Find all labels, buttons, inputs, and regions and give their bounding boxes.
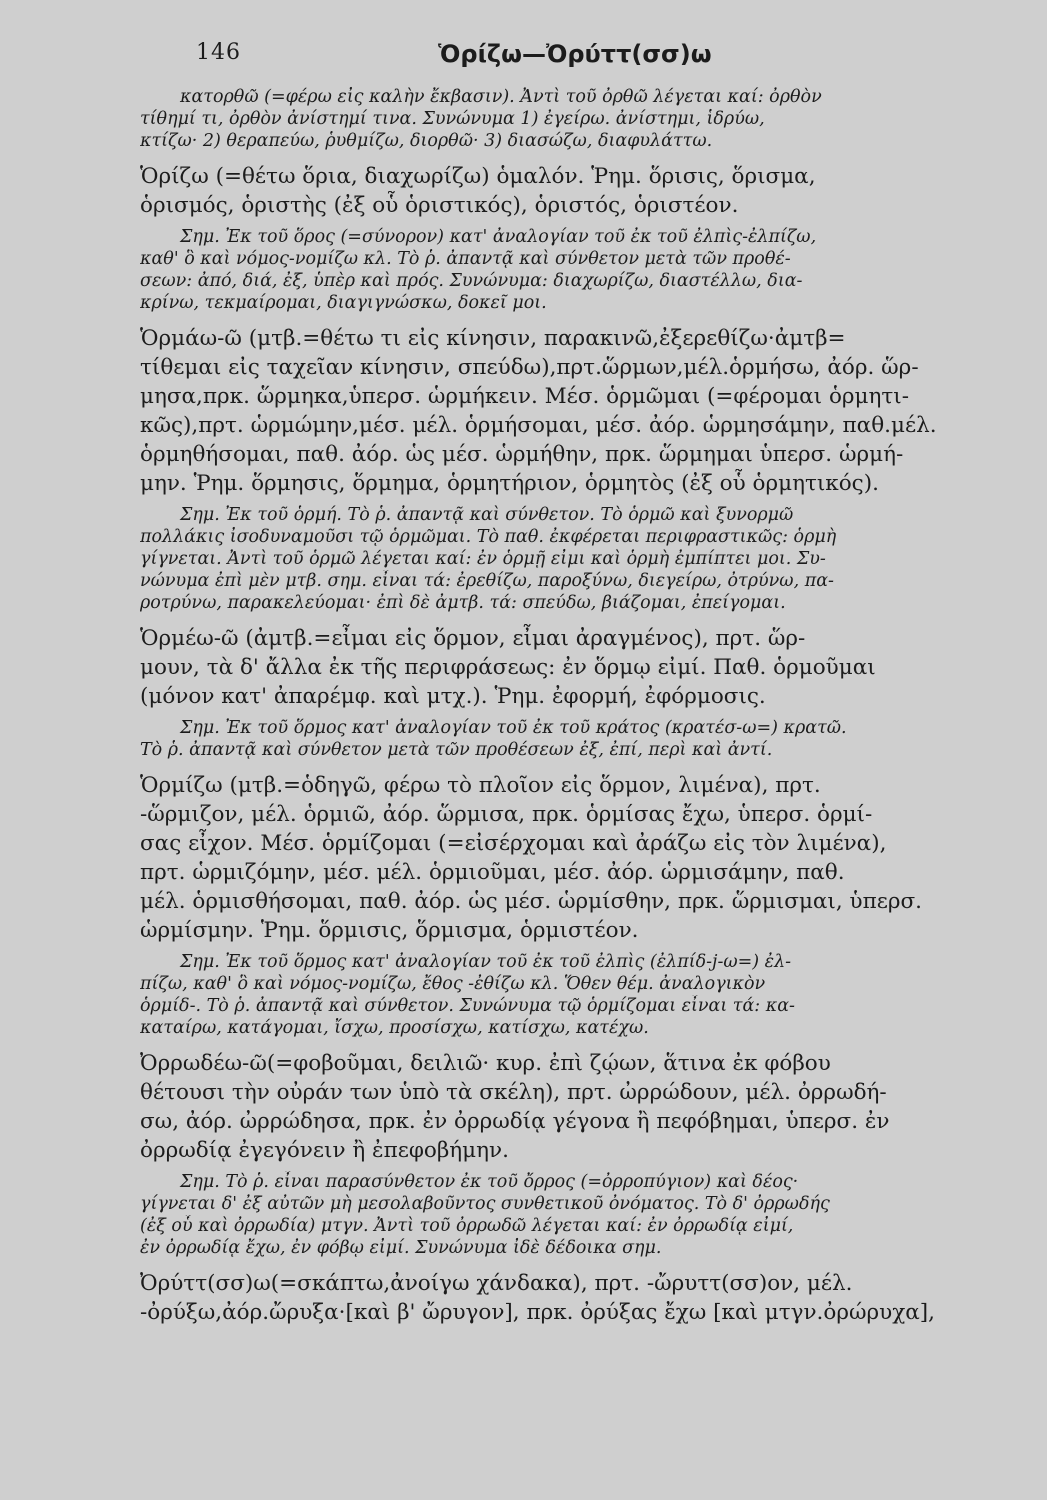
entry-line: μουν, τὰ δ' ἄλλα ἐκ τῆς περιφράσεως: ἐν ὅρμῳ εἰμί. Παθ. ὁρμοῦμαι	[140, 655, 876, 680]
note-line: Σημ. Ἐκ τοῦ ὅρος (=σύνορον) κατ' ἀναλογίαν τοῦ ἐκ τοῦ ἐλπὶς-ἐλπίζω,	[180, 227, 817, 247]
entry-line: τίθεμαι εἰς ταχεῖαν κίνησιν, σπεύδω),πρτ.ὥρμων,μέλ.ὁρμήσω, ἀόρ. ὥρ-	[140, 355, 919, 380]
dictionary-entry	[140, 162, 1039, 220]
dictionary-entry	[140, 1049, 1039, 1165]
note-line: πίζω, καθ' ὃ καὶ νόμος-νομίζω, ἔθος -ἐθίζω κλ. Ὅθεν θέμ. ἀναλογικὸν	[140, 974, 766, 994]
entry-note	[140, 717, 1039, 761]
entry-note	[140, 504, 1039, 614]
entry-line: πρτ. ὡρμιζόμην, μέσ. μέλ. ὁρμιοῦμαι, μέσ. ἀόρ. ὡρμισάμην, παθ.	[140, 860, 845, 885]
note-line: γίγνεται. Ἀντὶ τοῦ ὁρμῶ λέγεται καί: ἐν ὁρμῇ εἰμι καὶ ὁρμὴ ἐμπίπτει μοι. Συ-	[140, 549, 826, 569]
entry-line: -ὀρύξω,ἀόρ.ὤρυξα·[καὶ β' ὤρυγον], πρκ. ὀρύξας ἔχω [καὶ μτγν.ὀρώρυχα],	[140, 1300, 935, 1325]
note-line: Τὸ ῥ. ἀπαντᾷ καὶ σύνθετον μετὰ τῶν προθέσεων ἐξ, ἐπί, περὶ καὶ ἀντί.	[140, 740, 773, 760]
entry-line: Ὀρύττ(σσ)ω(=σκάπτω,ἀνοίγω χάνδακα), πρτ. -ὤρυττ(σσ)ον, μέλ.	[140, 1271, 853, 1296]
entry-line: -ὥρμιζον, μέλ. ὁρμιῶ, ἀόρ. ὥρμισα, πρκ. ὁρμίσας ἔχω, ὑπερσ. ὁρμί-	[140, 802, 873, 827]
dictionary-entry	[140, 324, 1039, 498]
entry-line: ὁρμηθήσομαι, παθ. ἀόρ. ὡς μέσ. ὡρμήθην, πρκ. ὥρμημαι ὑπερσ. ὡρμή-	[140, 442, 904, 467]
entry-note	[140, 951, 1039, 1039]
dictionary-entry	[140, 624, 1039, 711]
entry-line: (μόνον κατ' ἀπαρέμφ. καὶ μτχ.). Ῥημ. ἐφορμή, ἐφόρμοσις.	[140, 684, 766, 709]
note-line: σεων: ἀπό, διά, ἐξ, ὑπὲρ καὶ πρός. Συνώνυμα: διαχωρίζω, διαστέλλω, δια-	[140, 271, 803, 291]
note-line: ροτρύνω, παρακελεύομαι· ἐπὶ δὲ ἀμτβ. τά: σπεύδω, βιάζομαι, ἐπείγομαι.	[140, 593, 786, 613]
page-header	[140, 34, 1039, 82]
entry-line: Ὁρμέω-ῶ (ἀμτβ.=εἶμαι εἰς ὅρμον, εἶμαι ἀραγμένος), πρτ. ὥρ-	[140, 626, 806, 651]
entry-line: Ὀρρωδέω-ῶ(=φοβοῦμαι, δειλιῶ· κυρ. ἐπὶ ζῴων, ἅτινα ἐκ φόβου	[140, 1051, 831, 1076]
dictionary-entry	[140, 771, 1039, 945]
note-line: ὁρμίδ-. Τὸ ῥ. ἀπαντᾷ καὶ σύνθετον. Συνώνυμα τῷ ὁρμίζομαι εἶναι τά: κα-	[140, 996, 795, 1016]
entry-line: ὡρμίσμην. Ῥημ. ὅρμισις, ὅρμισμα, ὁρμιστέον.	[140, 918, 639, 943]
entry-line: ὁρισμός, ὁριστὴς (ἐξ οὗ ὁριστικός), ὁριστός, ὁριστέον.	[140, 193, 739, 218]
dictionary-entry	[140, 1269, 1039, 1327]
note-line: Σημ. Ἐκ τοῦ ὅρμος κατ' ἀναλογίαν τοῦ ἐκ τοῦ κράτος (κρατέσ-ω=) κρατῶ.	[180, 718, 847, 738]
note-line: καθ' ὃ καὶ νόμος-νομίζω κλ. Τὸ ῥ. ἀπαντᾷ καὶ σύνθετον μετὰ τῶν προθέ-	[140, 249, 791, 269]
entry-line: Ὁρμάω-ῶ (μτβ.=θέτω τι εἰς κίνησιν, παρακινῶ,ἐξερεθίζω·ἀμτβ=	[140, 326, 846, 351]
note-line: Σημ. Ἐκ τοῦ ὅρμος κατ' ἀναλογίαν τοῦ ἐκ τοῦ ἐλπὶς (ἐλπίδ-j-ω=) ἐλ-	[180, 952, 792, 972]
entry-note	[140, 86, 1039, 152]
note-line: Σημ. Τὸ ῥ. εἶναι παρασύνθετον ἐκ τοῦ ὄρρος (=ὀρροπύγιον) καὶ δέος·	[180, 1172, 799, 1192]
entry-line: θέτουσι τὴν οὐράν των ὑπὸ τὰ σκέλη), πρτ. ὠρρώδουν, μέλ. ὀρρωδή-	[140, 1080, 887, 1105]
note-line: Σημ. Ἐκ τοῦ ὁρμή. Τὸ ῥ. ἀπαντᾷ καὶ σύνθετον. Τὸ ὁρμῶ καὶ ξυνορμῶ	[180, 505, 794, 525]
note-line: γίγνεται δ' ἐξ αὐτῶν μὴ μεσολαβοῦντος συνθετικοῦ ὀνόματος. Τὸ δ' ὀρρωδής	[140, 1194, 830, 1214]
note-line: πολλάκις ἰσοδυναμοῦσι τῷ ὁρμῶμαι. Τὸ παθ. ἐκφέρεται περιφραστικῶς: ὁρμὴ	[140, 527, 837, 547]
note-line: κτίζω· 2) θεραπεύω, ῥυθμίζω, διορθῶ· 3) διασώζω, διαφυλάττω.	[140, 131, 713, 151]
entry-line: μησα,πρκ. ὥρμηκα,ὑπερσ. ὡρμήκειν. Μέσ. ὁρμῶμαι (=φέρομαι ὁρμητι-	[140, 384, 909, 409]
entry-line: κῶς),πρτ. ὡρμώμην,μέσ. μέλ. ὁρμήσομαι, μέσ. ἀόρ. ὡρμησάμην, παθ.μέλ.	[140, 413, 937, 438]
running-title: Ὁρίζω—Ὀρύττ(σσ)ω	[438, 40, 712, 68]
entry-line: σω, ἀόρ. ὠρρώδησα, πρκ. ἐν ὀρρωδίᾳ γέγονα ἢ πεφόβημαι, ὑπερσ. ἐν	[140, 1109, 890, 1134]
entry-line: μην. Ῥημ. ὅρμησις, ὅρμημα, ὁρμητήριον, ὁρμητὸς (ἐξ οὗ ὁρμητικός).	[140, 471, 879, 496]
page-number: 146	[196, 40, 241, 65]
entry-note	[140, 1171, 1039, 1259]
note-line: ἐν ὀρρωδίᾳ ἔχω, ἐν φόβῳ εἰμί. Συνώνυμα ἰδὲ δέδοικα σημ.	[140, 1238, 662, 1258]
note-line: κατορθῶ (=φέρω εἰς καλὴν ἔκβασιν). Ἀντὶ τοῦ ὀρθῶ λέγεται καί: ὀρθὸν	[180, 87, 822, 107]
note-line: νώνυμα ἐπὶ μὲν μτβ. σημ. εἶναι τά: ἐρεθίζω, παροξύνω, διεγείρω, ὀτρύνω, πα-	[140, 571, 834, 591]
entry-line: Ὁρμίζω (μτβ.=ὁδηγῶ, φέρω τὸ πλοῖον εἰς ὅρμον, λιμένα), πρτ.	[140, 773, 821, 798]
entry-line: Ὁρίζω (=θέτω ὅρια, διαχωρίζω) ὁμαλόν. Ῥημ. ὅρισις, ὅρισμα,	[140, 164, 816, 189]
note-line: (ἐξ οὗ καὶ ὀρρωδία) μτγν. Ἀντὶ τοῦ ὀρρωδῶ λέγεται καί: ἐν ὀρρωδίᾳ εἰμί,	[140, 1216, 794, 1236]
entry-note	[140, 226, 1039, 314]
entry-line: ὀρρωδίᾳ ἐγεγόνειν ἢ ἐπεφοβήμην.	[140, 1138, 509, 1163]
note-line: καταίρω, κατάγομαι, ἴσχω, προσίσχω, κατίσχω, κατέχω.	[140, 1018, 649, 1038]
page-body	[140, 86, 1039, 1327]
note-line: τίθημί τι, ὀρθὸν ἀνίστημί τινα. Συνώνυμα 1) ἐγείρω. ἀνίστημι, ἱδρύω,	[140, 109, 765, 129]
entry-line: σας εἶχον. Μέσ. ὁρμίζομαι (=εἰσέρχομαι καὶ ἀράζω εἰς τὸν λιμένα),	[140, 831, 887, 856]
note-line: κρίνω, τεκμαίρομαι, διαγιγνώσκω, δοκεῖ μοι.	[140, 293, 547, 313]
entry-line: μέλ. ὁρμισθήσομαι, παθ. ἀόρ. ὡς μέσ. ὡρμίσθην, πρκ. ὥρμισμαι, ὑπερσ.	[140, 889, 923, 914]
